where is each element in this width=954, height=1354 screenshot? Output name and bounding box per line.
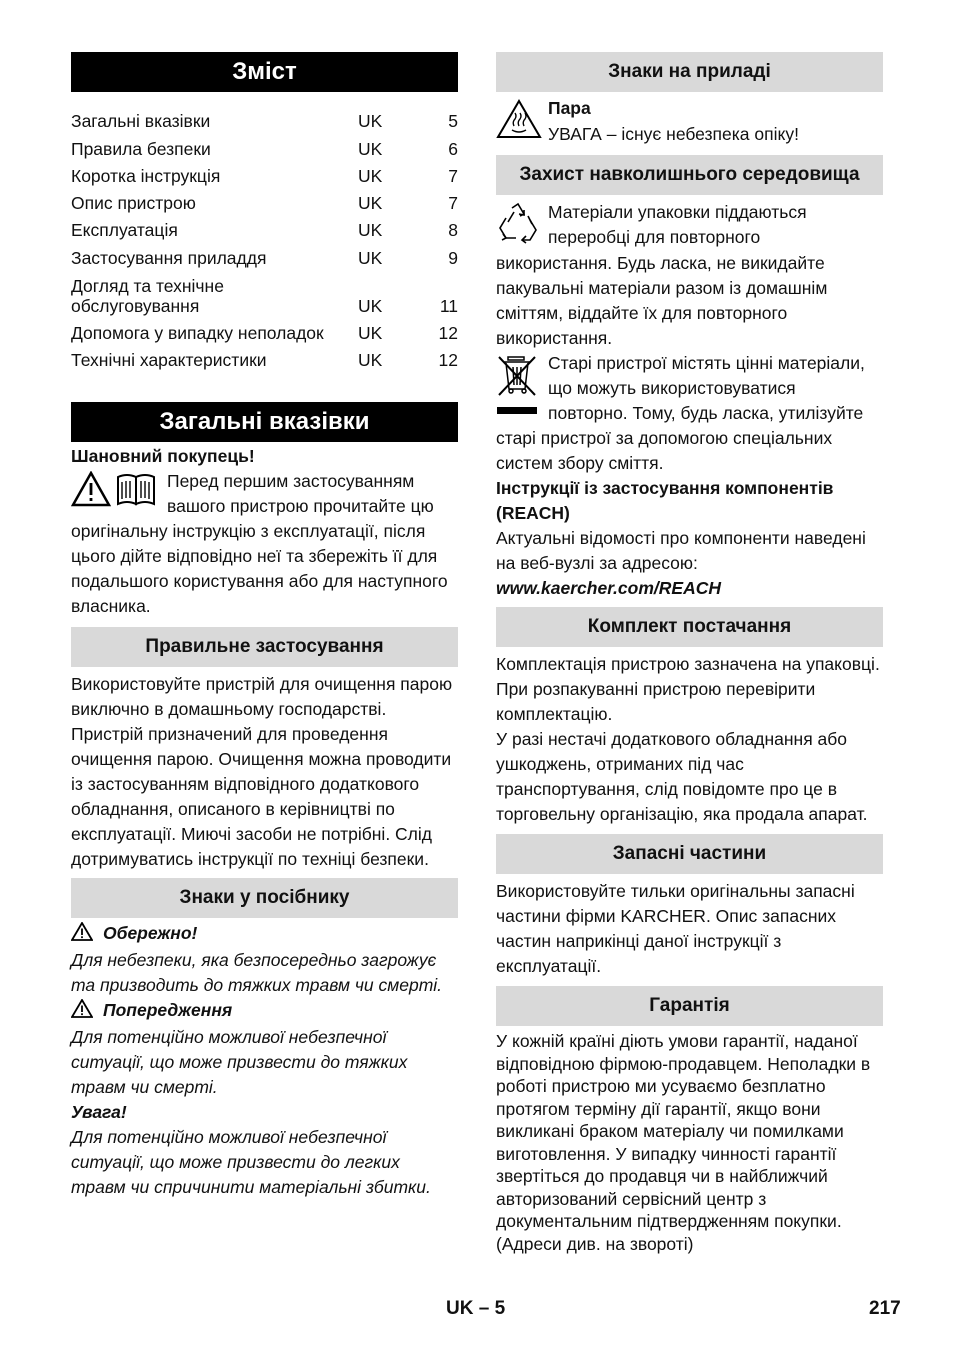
toc-row[interactable]: Загальні вказівки UK 5 [71,111,458,132]
proper-use-text: Використовуйте пристрій для очищення парою виключно в домашньому господарстві. Пристрій призначений для проведення очищення парою. Очищення можна проводити із застосуванням відповідного додаткового обладнання, описаного в керівництві по експлуатації. Миючі засоби не потрібні. Слід дотримуватись інструкції по техніці безпеки. [71,674,453,870]
toc-row[interactable]: Опис пристрою UK 7 [71,193,458,214]
left-column [71,52,458,1200]
toc-row[interactable]: Технічні характеристики UK 12 [71,350,458,371]
warranty-title: Гарантія [496,986,883,1026]
page-section-label: UK – 5 [446,1298,506,1319]
toc-row[interactable]: Коротка інструкція UK 7 [71,165,458,186]
hot-steam-warning-icon [496,99,542,144]
toc-row[interactable]: Догляд та технічне обслуговування UK 11 [71,275,458,316]
greeting: Шановний покупець! [71,446,255,467]
steam-label: Пара [548,98,591,118]
steam-text: УВАГА – існує небезпека опіку! [548,123,799,144]
toc-row[interactable]: Застосування приладдя UK 9 [71,247,458,268]
device-symbols-title: Знаки на приладі [496,52,883,92]
delivery-title: Комплект постачання [496,607,883,647]
toc-table [71,104,458,370]
spare-parts-title: Запасні частини [496,834,883,874]
warning-manual-icon [71,471,159,512]
general-title: Загальні вказівки [71,402,458,442]
warranty-text: У кожній країні діють умови гарантії, наданої відповідною фірмою-продавцем. Неполадки в роботі пристрою ми усуваємо безплатно протягом терміну дії гарантії, якщо вони викликані браком матеріалу чи помилками виготовлення. У випадку чинності гарантії звертіться до продавця чи в найближчий авторизований сервісний центр з документальним підтвердженням покупки. (Адреси див. на звороті) [496,1031,871,1254]
toc-row[interactable]: Допомога у випадку неполадок UK 12 [71,323,458,344]
crossed-bin-icon [496,353,538,422]
toc-row[interactable]: Правила безпеки UK 6 [71,138,458,159]
reach-text: Актуальні відомості про компоненти наведені на веб-вузлі за адресою: [496,528,866,573]
warning-triangle-icon [71,999,93,1025]
reach-title: Інструкції із застосування компонентів (REACH) [496,478,834,523]
general-intro: Перед першим застосуванням вашого пристрою прочитайте цю [71,469,458,519]
danger-text: Для небезпеки, яка безпосередньо загрожує та призводить до тяжких травм чи смерті. [71,950,443,996]
reach-link[interactable]: www.kaercher.com/REACH [496,578,721,598]
page-number: 217 [869,1298,901,1319]
packaging-block: Матеріали упаковки піддаються переробці для повторного [496,200,883,251]
steam-symbol-block [496,97,883,145]
spare-parts-text: Використовуйте тильки оригінальны запасні частини фірми KARCHER. Опис запасних частин наприкінці даної інструкції з експлуатації. [496,881,855,976]
caution-text: Для потенційно можливої небезпечної ситуації, що може призвести до легких травм чи спричинити матеріальні збитки. [71,1127,431,1198]
right-column [496,52,883,1255]
warning-text: Для потенційно можливої небезпечної ситуації, що може призвести до тяжких травм чи смерті. [71,1027,408,1098]
recycling-icon [496,202,540,251]
warning-heading: Попередження [71,998,458,1025]
general-intro-rest: оригінальну інструкцію з експлуатації, після цього дійте відповідно неї та збережіть її для подальшого користування або для наступного власника. [71,521,448,617]
packaging-text: використання. Будь ласка, не викидайте пакувальні матеріали разом із домашнім сміттям, віддайте їх для повторного використання. [496,253,828,348]
toc-title: Зміст [71,52,458,92]
old-devices-block: Старі пристрої містять цінні матеріали, що можуть використовуватися повторно. Тому, будь ласка, утилізуйте [496,351,883,426]
proper-use-title: Правильне застосування [71,627,458,667]
manual-symbols-title: Знаки у посібнику [71,878,458,918]
delivery-text-1: Комплектація пристрою зазначена на упаковці. При розпакуванні пристрою перевірити комплектацію. [496,654,880,724]
warning-triangle-icon [71,922,93,948]
caution-heading: Увага! [71,1102,127,1123]
delivery-text-2: У разі нестачі додаткового обладнання або ушкоджень, отриманих під час транспортування, слід повідомте про це в торговельну організацію, яка продала апарат. [496,729,868,824]
environment-title: Захист навколишнього середовища [496,155,883,195]
danger-heading: Обережно! [71,921,458,948]
old-devices-text: старі пристрої за допомогою спеціальних систем збору сміття. [496,428,833,473]
toc-row[interactable]: Експлуатація UK 8 [71,220,458,241]
